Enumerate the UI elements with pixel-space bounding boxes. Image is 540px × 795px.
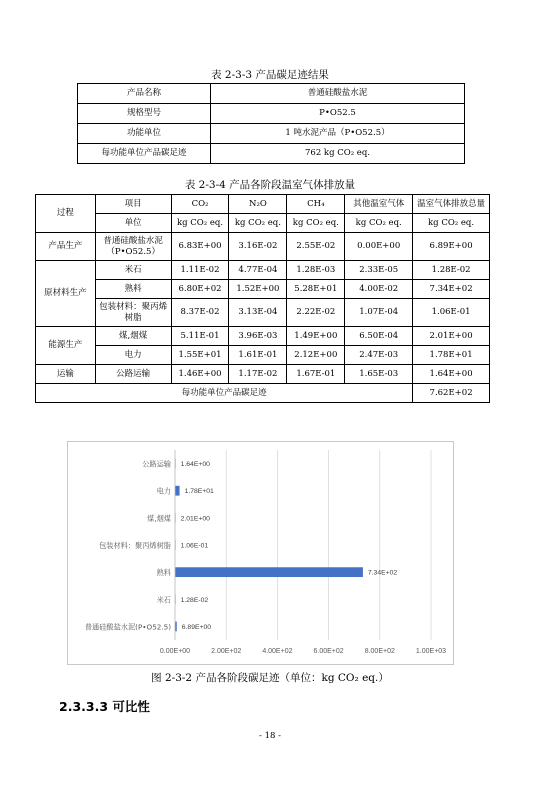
value-cell: 6.83E+00 — [171, 233, 229, 261]
value-cell: 7.34E+02 — [413, 280, 490, 299]
unit-cell: kg CO₂ eq. — [229, 214, 287, 233]
data-label: 1.28E-02 — [180, 596, 209, 604]
value-cell: 6.80E+02 — [171, 280, 229, 299]
bar — [175, 486, 180, 496]
value-cell: 2.12E+00 — [287, 346, 345, 365]
table-row — [78, 144, 465, 164]
value-cell: 1.46E+00 — [171, 365, 229, 384]
value-cell: 3.13E-04 — [229, 299, 287, 327]
header-other-ghg: 其他温室气体 — [345, 195, 413, 214]
table-row — [36, 327, 490, 346]
value-cell: 1.78E+01 — [413, 346, 490, 365]
value-cell: 1.07E-04 — [345, 299, 413, 327]
value-cell: 2.47E-03 — [345, 346, 413, 365]
category-label: 电力 — [156, 486, 171, 496]
ghg-emissions-table — [35, 194, 490, 403]
value-cell: 4.77E-04 — [229, 261, 287, 280]
table-row — [78, 104, 465, 124]
value-cell: 1.11E-02 — [171, 261, 229, 280]
header-total: 温室气体排放总量 — [413, 195, 490, 214]
data-label: 1.06E-01 — [180, 542, 209, 550]
value-cell: 2.01E+00 — [413, 327, 490, 346]
unit-cell: kg CO₂ eq. — [413, 214, 490, 233]
unit-cell: kg CO₂ eq. — [345, 214, 413, 233]
value-cell: 6.89E+00 — [413, 233, 490, 261]
table-header-row — [36, 195, 490, 214]
category-label: 包装材料：聚丙烯树脂 — [99, 541, 171, 550]
category-label: 普通硅酸盐水泥(P•O52.5) — [84, 622, 171, 632]
table-cell: 功能单位 — [78, 124, 211, 144]
category-label: 熟料 — [156, 568, 171, 578]
value-cell: 1.49E+00 — [287, 327, 345, 346]
item-cell: 熟料 — [95, 280, 171, 299]
chart-svg — [68, 442, 453, 664]
header-unit: 单位 — [95, 214, 171, 233]
table-row — [78, 84, 465, 104]
data-label: 6.89E+00 — [181, 623, 212, 631]
value-cell: 1.61E-01 — [229, 346, 287, 365]
item-cell: 电力 — [95, 346, 171, 365]
x-tick-label: 1.00E+03 — [415, 648, 447, 655]
process-cell: 原材料生产 — [36, 261, 96, 327]
table-cell: 每功能单位产品碳足迹 — [78, 144, 211, 164]
category-label: 米石 — [156, 595, 171, 605]
value-cell: 4.00E-02 — [345, 280, 413, 299]
carbon-footprint-bar-chart — [67, 441, 454, 665]
table1-caption: 表 2-3-3 产品碳足迹结果 — [211, 69, 329, 81]
table-row — [36, 261, 490, 280]
category-label: 煤,烟煤 — [147, 513, 171, 523]
x-tick-label: 2.00E+02 — [211, 648, 242, 655]
item-cell: 煤,烟煤 — [95, 327, 171, 346]
value-cell: 1.55E+01 — [171, 346, 229, 365]
section-heading: 2.3.3.3 可比性 — [59, 699, 150, 714]
table-cell: 普通硅酸盐水泥 — [211, 84, 465, 104]
data-label: 1.64E+00 — [180, 461, 210, 469]
table-header-row — [36, 214, 490, 233]
table-cell: 规格型号 — [78, 104, 211, 124]
category-label: 公路运输 — [142, 459, 171, 469]
unit-cell: kg CO₂ eq. — [171, 214, 229, 233]
value-cell: 1.28E-03 — [287, 261, 345, 280]
value-cell: 1.67E-01 — [287, 365, 345, 384]
total-label: 每功能单位产品碳足迹 — [36, 384, 413, 403]
bar — [175, 567, 363, 577]
value-cell: 3.16E-02 — [229, 233, 287, 261]
table-row — [36, 233, 490, 261]
value-cell: 6.50E-04 — [345, 327, 413, 346]
data-label: 1.78E+01 — [184, 488, 214, 496]
data-label: 7.34E+02 — [367, 569, 398, 577]
value-cell: 8.37E-02 — [171, 299, 229, 327]
table-row — [36, 280, 490, 299]
table-cell: 762 kg CO₂ eq. — [211, 144, 465, 164]
process-cell: 产品生产 — [36, 233, 96, 261]
item-cell: 米石 — [95, 261, 171, 280]
value-cell: 5.11E-01 — [171, 327, 229, 346]
unit-cell: kg CO₂ eq. — [287, 214, 345, 233]
value-cell: 2.33E-05 — [345, 261, 413, 280]
item-cell: 公路运输 — [95, 365, 171, 384]
value-cell: 1.17E-02 — [229, 365, 287, 384]
total-value: 7.62E+02 — [413, 384, 490, 403]
value-cell: 3.96E-03 — [229, 327, 287, 346]
header-n2o: N₂O — [229, 195, 287, 214]
value-cell: 1.64E+00 — [413, 365, 490, 384]
item-cell: 包装材料：聚丙烯树脂 — [95, 299, 171, 327]
table-row — [78, 124, 465, 144]
carbon-footprint-result-table — [77, 83, 465, 164]
value-cell: 1.52E+00 — [229, 280, 287, 299]
item-cell: 普通硅酸盐水泥（P•O52.5） — [95, 233, 171, 261]
x-tick-label: 0.00E+00 — [159, 648, 191, 655]
process-cell: 运输 — [36, 365, 96, 384]
table-total-row — [36, 384, 490, 403]
x-tick-label: 8.00E+02 — [364, 648, 395, 655]
table-row — [36, 299, 490, 327]
page-number: - 18 - — [259, 731, 281, 741]
figure-caption: 图 2-3-2 产品各阶段碳足迹（单位：kg CO₂ eq.） — [151, 672, 389, 684]
value-cell: 1.28E-02 — [413, 261, 490, 280]
header-co2: CO₂ — [171, 195, 229, 214]
table-row — [36, 365, 490, 384]
table-cell: P•O52.5 — [211, 104, 465, 124]
x-tick-label: 6.00E+02 — [313, 648, 344, 655]
header-ch4: CH₄ — [287, 195, 345, 214]
table-row — [36, 346, 490, 365]
header-item: 项目 — [95, 195, 171, 214]
value-cell: 0.00E+00 — [345, 233, 413, 261]
x-tick-label: 4.00E+02 — [262, 648, 293, 655]
data-label: 2.01E+00 — [180, 515, 210, 523]
value-cell: 5.28E+01 — [287, 280, 345, 299]
value-cell: 1.65E-03 — [345, 365, 413, 384]
table-cell: 产品名称 — [78, 84, 211, 104]
header-process: 过程 — [36, 195, 96, 233]
table-cell: 1 吨水泥产品（P•O52.5） — [211, 124, 465, 144]
table2-caption: 表 2-3-4 产品各阶段温室气体排放量 — [184, 179, 356, 191]
value-cell: 2.55E-02 — [287, 233, 345, 261]
value-cell: 2.22E-02 — [287, 299, 345, 327]
value-cell: 1.06E-01 — [413, 299, 490, 327]
process-cell: 能源生产 — [36, 327, 96, 365]
